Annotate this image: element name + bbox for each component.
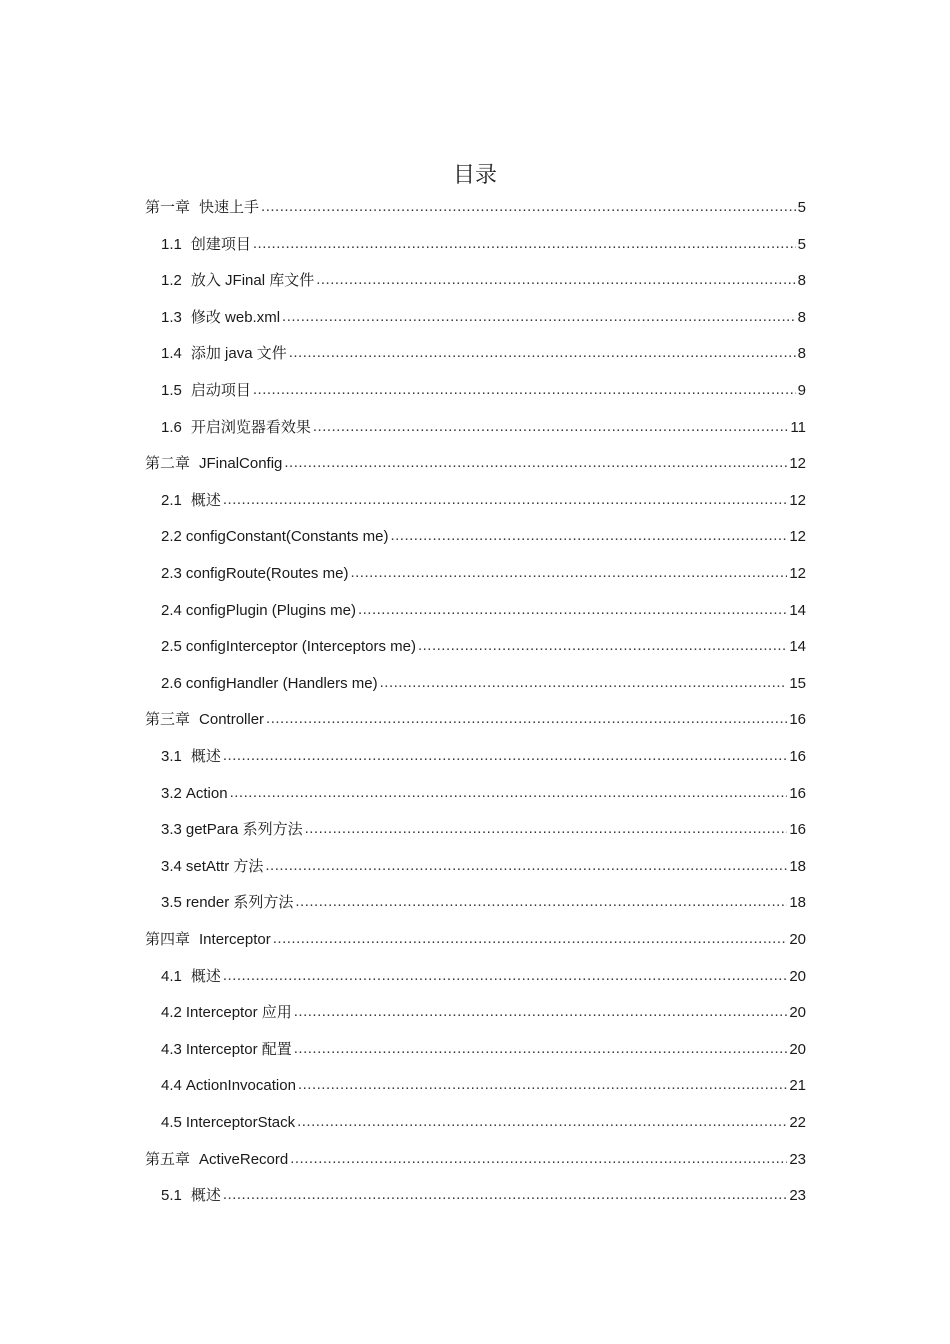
toc-entry-number: 1.5 [161,382,182,399]
toc-entry-number: 1.6 [161,418,182,436]
toc-dot-leader [273,929,788,949]
toc-dot-leader [261,197,796,217]
toc-entry-label: InterceptorStack [185,1114,296,1131]
toc-entry[interactable] [161,1113,806,1133]
toc-entry-label: 创建项目 [190,235,251,253]
toc-dot-leader [265,856,787,876]
toc-entry-label: 快速上手 [199,199,260,216]
toc-entry[interactable] [161,784,806,804]
toc-dot-leader [290,1149,787,1169]
toc-entry-number: 2.3 [161,565,182,582]
toc-entry-number: 3.2 [161,784,182,802]
toc-entry-label: 概述 [190,491,221,509]
toc-entry-page-number: 12 [789,455,806,473]
toc-entry-number: 第五章 [145,1150,191,1168]
toc-entry[interactable] [145,1150,806,1170]
toc-entry[interactable] [145,198,806,218]
toc-entry-number: 4.3 [161,1040,182,1058]
toc-dot-leader [230,783,788,803]
toc-entry-number: 第二章 [145,455,191,473]
toc-entry[interactable] [145,454,806,474]
toc-entry-label: 放入 JFinal 库文件 [190,272,315,290]
toc-dot-leader [294,1002,788,1022]
toc-entry-page-number: 18 [789,857,806,875]
toc-entry-number: 5.1 [161,1187,182,1205]
toc-entry-label: 概述 [190,967,221,985]
toc-entry-number: 3.4 [161,857,182,875]
toc-entry-page-number: 15 [789,674,806,692]
toc-entry-number: 第三章 [145,711,191,729]
toc-entry-label: getPara 系列方法 [185,821,303,839]
toc-entry-number: 4.4 [161,1077,182,1095]
toc-entry-label: Action [185,784,228,802]
toc-entry-number: 2.6 [161,674,182,692]
toc-entry-page-number: 12 [789,491,806,509]
toc-entry-page-number: 20 [789,1040,806,1058]
toc-entry-page-number: 8 [797,345,806,363]
toc-entry-page-number: 18 [789,894,806,912]
toc-entry-number: 1.4 [161,345,182,363]
toc-entry[interactable] [161,381,806,401]
toc-entry[interactable] [161,308,806,328]
toc-entry-label: 开启浏览器看效果 [190,418,311,436]
toc-entry-label: configInterceptor (Interceptors me) [185,638,416,656]
toc-dot-leader [223,490,787,510]
toc-entry[interactable] [161,674,806,694]
toc-entry-label: configRoute(Routes me) [185,565,349,582]
toc-entry-page-number: 16 [789,748,806,765]
toc-dot-leader [313,417,789,437]
toc-entry-number: 3.1 [161,748,182,765]
toc-entry-page-number: 16 [789,784,806,802]
toc-dot-leader [305,819,788,839]
toc-entry[interactable] [161,747,806,767]
toc-dot-leader [358,600,787,620]
toc-entry-number: 2.5 [161,638,182,656]
toc-title: 目录 [452,163,497,188]
toc-entry-number: 第四章 [145,931,191,948]
toc-dot-leader [282,307,796,327]
toc-dot-leader [266,709,787,729]
toc-entry-page-number: 16 [789,711,806,729]
toc-entry-number: 1.1 [161,235,182,253]
toc-entry-page-number: 5 [797,235,806,253]
toc-entry[interactable] [161,1076,806,1096]
toc-entry-page-number: 9 [797,382,806,399]
toc-entry[interactable] [161,1003,806,1023]
toc-entry-label: configPlugin (Plugins me) [185,601,356,619]
toc-entry[interactable] [161,601,806,621]
toc-entry-page-number: 16 [789,821,806,839]
toc-entry[interactable] [161,1186,806,1206]
toc-entry-label: JFinalConfig [199,455,283,473]
toc-entry-page-number: 14 [789,638,806,656]
toc-entry-page-number: 11 [790,418,806,436]
toc-dot-leader [350,563,787,583]
toc-entry-number: 第一章 [145,199,191,216]
toc-dot-leader [297,1112,787,1132]
toc-entry-label: Controller [199,711,265,729]
toc-entry-number: 4.2 [161,1004,182,1022]
toc-entry-number: 3.3 [161,821,182,839]
toc-entry-number: 3.5 [161,894,182,912]
toc-dot-leader [253,234,796,254]
toc-entry-number: 1.3 [161,308,182,326]
toc-dot-leader [289,343,796,363]
toc-dot-leader [223,1185,787,1205]
toc-entry[interactable] [161,564,806,584]
toc-entry[interactable] [161,893,806,913]
toc-entry-label: 概述 [190,748,221,765]
toc-dot-leader [294,1039,788,1059]
toc-entry[interactable] [161,418,806,438]
toc-entry[interactable] [161,271,806,291]
toc-entry-page-number: 23 [789,1187,806,1205]
toc-entry-label: 启动项目 [190,382,251,399]
toc-entry-page-number: 8 [797,308,806,326]
toc-entry-page-number: 20 [789,967,806,985]
toc-entry[interactable] [161,1040,806,1060]
toc-dot-leader [253,380,796,400]
toc-entry[interactable] [161,491,806,511]
toc-dot-leader [223,746,787,766]
toc-dot-leader [298,1075,787,1095]
toc-entry[interactable] [161,857,806,877]
toc-entry-label: 修改 web.xml [190,308,281,326]
toc-entry-label: 添加 java 文件 [190,345,287,363]
toc-entry[interactable] [145,930,806,950]
toc-entry-label: configConstant(Constants me) [185,528,389,546]
toc-entry-page-number: 20 [789,931,806,948]
toc-dot-leader [390,526,787,546]
toc-entry-number: 2.1 [161,491,182,509]
toc-entry-number: 4.1 [161,967,182,985]
toc-entry-number: 4.5 [161,1114,182,1131]
toc-entry-page-number: 12 [789,528,806,546]
toc-entry-label: Interceptor 配置 [185,1040,292,1058]
toc-entry[interactable] [161,235,806,255]
toc-entry-page-number: 22 [789,1114,806,1131]
toc-entry-number: 2.4 [161,601,182,619]
toc-entry-label: ActiveRecord [199,1150,289,1168]
toc-entry-page-number: 8 [797,272,806,290]
toc-dot-leader [295,892,787,912]
toc-entry-label: ActionInvocation [185,1077,296,1095]
toc-entry[interactable] [161,637,806,657]
toc-entry[interactable] [145,710,806,730]
toc-entry-label: render 系列方法 [185,894,294,912]
toc-entry-page-number: 14 [789,601,806,619]
toc-entry[interactable] [161,820,806,840]
toc-entry-number: 2.2 [161,528,182,546]
toc-entry-page-number: 20 [789,1004,806,1022]
toc-entry-page-number: 5 [797,199,806,216]
toc-entry-page-number: 21 [789,1077,806,1095]
toc-dot-leader [284,453,787,473]
toc-entry-label: Interceptor 应用 [185,1004,292,1022]
toc-entry-page-number: 23 [789,1150,806,1168]
toc-entry-label: Interceptor [199,931,271,948]
toc-dot-leader [418,636,787,656]
toc-entry-label: configHandler (Handlers me) [185,674,378,692]
toc-dot-leader [223,966,787,986]
toc-entry-label: setAttr 方法 [185,857,264,875]
toc-entry[interactable] [161,967,806,987]
toc-entry-label: 概述 [190,1187,221,1205]
toc-dot-leader [316,270,795,290]
toc-entry-number: 1.2 [161,272,182,290]
toc-entry[interactable] [161,527,806,547]
toc-dot-leader [380,673,788,693]
toc-entry[interactable] [161,344,806,364]
toc-entry-page-number: 12 [789,565,806,582]
